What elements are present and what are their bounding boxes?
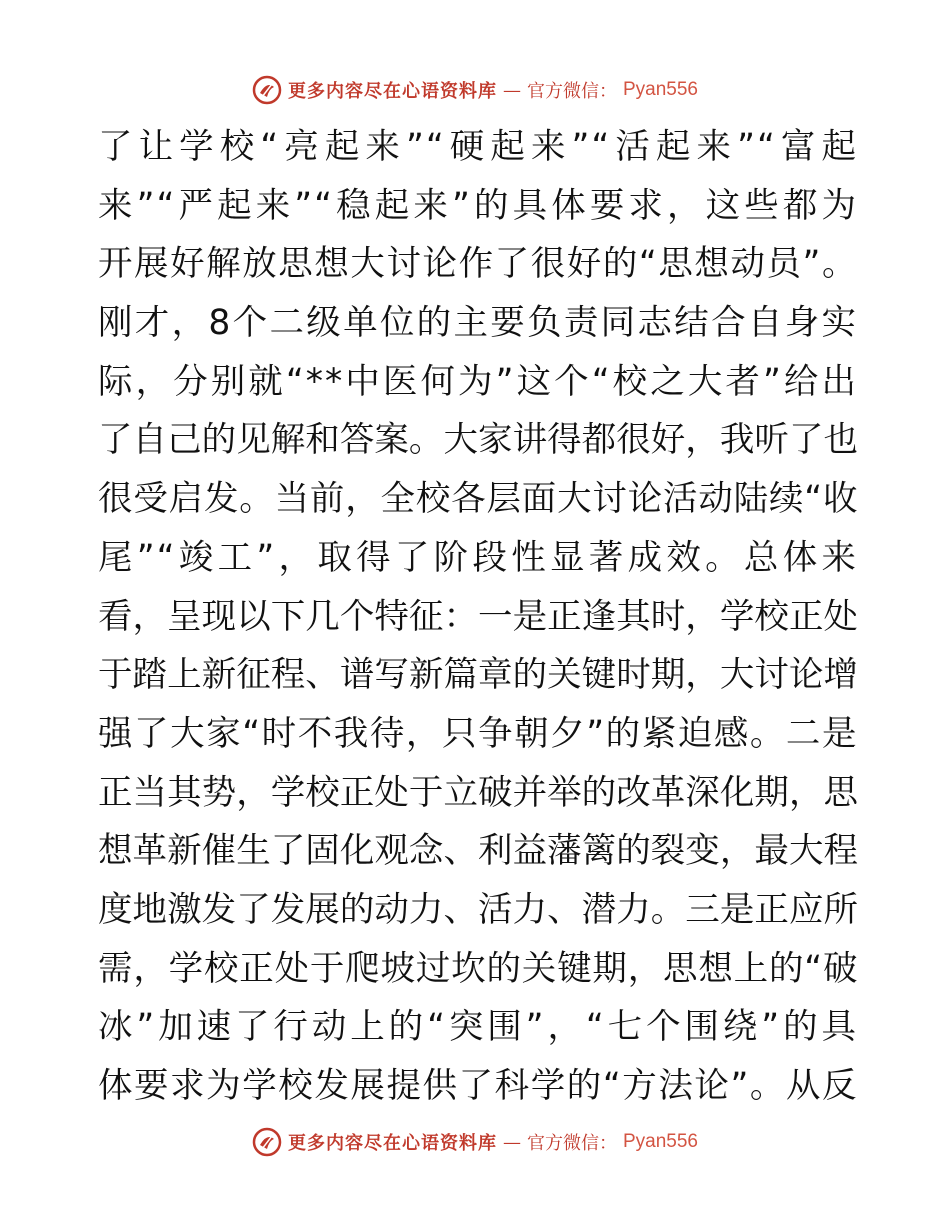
body-line: 很受启发。当前，全校各层面大讨论活动陆续“收 — [98, 479, 858, 520]
watermark-separator: — — [502, 79, 521, 101]
body-line: 需，学校正处于爬坡过坎的关键期，思想上的“破 — [98, 948, 858, 989]
body-line: 想革新催生了固化观念、利益藩篱的裂变，最大程 — [98, 831, 858, 872]
body-line: 了让学校“亮起来”“硬起来”“活起来”“富起 — [98, 127, 858, 167]
brand-logo-icon — [252, 75, 282, 105]
watermark-brand-text: 更多内容尽在心语资料库 — [287, 81, 497, 102]
brand-logo-icon — [252, 1127, 282, 1157]
watermark-separator: — — [502, 1131, 521, 1153]
body-line: 看，呈现以下几个特征：一是正逢其时，学校正处 — [98, 596, 858, 637]
body-line: 冰”加速了行动上的“突围”，“七个围绕”的具 — [98, 1007, 858, 1048]
watermark-wechat-id: Pyan556 — [622, 1131, 698, 1152]
body-line: 尾”“竣工”，取得了阶段性显著成效。总体来 — [98, 537, 858, 578]
body-line: 刚才，8个二级单位的主要负责同志结合自身实 — [98, 303, 858, 344]
watermark-brand-text: 更多内容尽在心语资料库 — [287, 1133, 497, 1154]
body-line: 体要求为学校发展提供了科学的“方法论”。从反 — [98, 1066, 858, 1106]
body-line: 于踏上新征程、谱写新篇章的关键时期，大讨论增 — [98, 655, 858, 696]
document-body — [98, 118, 858, 1116]
header-watermark — [0, 70, 950, 110]
footer-watermark — [0, 1122, 950, 1162]
body-line: 了自己的见解和答案。大家讲得都很好，我听了也 — [98, 420, 858, 461]
watermark-account-label: 官方微信： — [526, 1133, 617, 1154]
body-line: 开展好解放思想大讨论作了很好的“思想动员”。 — [98, 244, 858, 285]
body-line: 来”“严起来”“稳起来”的具体要求，这些都为 — [98, 185, 858, 226]
body-line: 际，分别就“**中医何为”这个“校之大者”给出 — [98, 361, 858, 402]
body-line: 度地激发了发展的动力、活力、潜力。三是正应所 — [98, 889, 858, 930]
watermark-account-label: 官方微信： — [526, 81, 617, 102]
body-line: 强了大家“时不我待，只争朝夕”的紧迫感。二是 — [98, 713, 858, 754]
watermark-wechat-id: Pyan556 — [622, 79, 698, 100]
body-line: 正当其势，学校正处于立破并举的改革深化期，思 — [98, 772, 858, 813]
